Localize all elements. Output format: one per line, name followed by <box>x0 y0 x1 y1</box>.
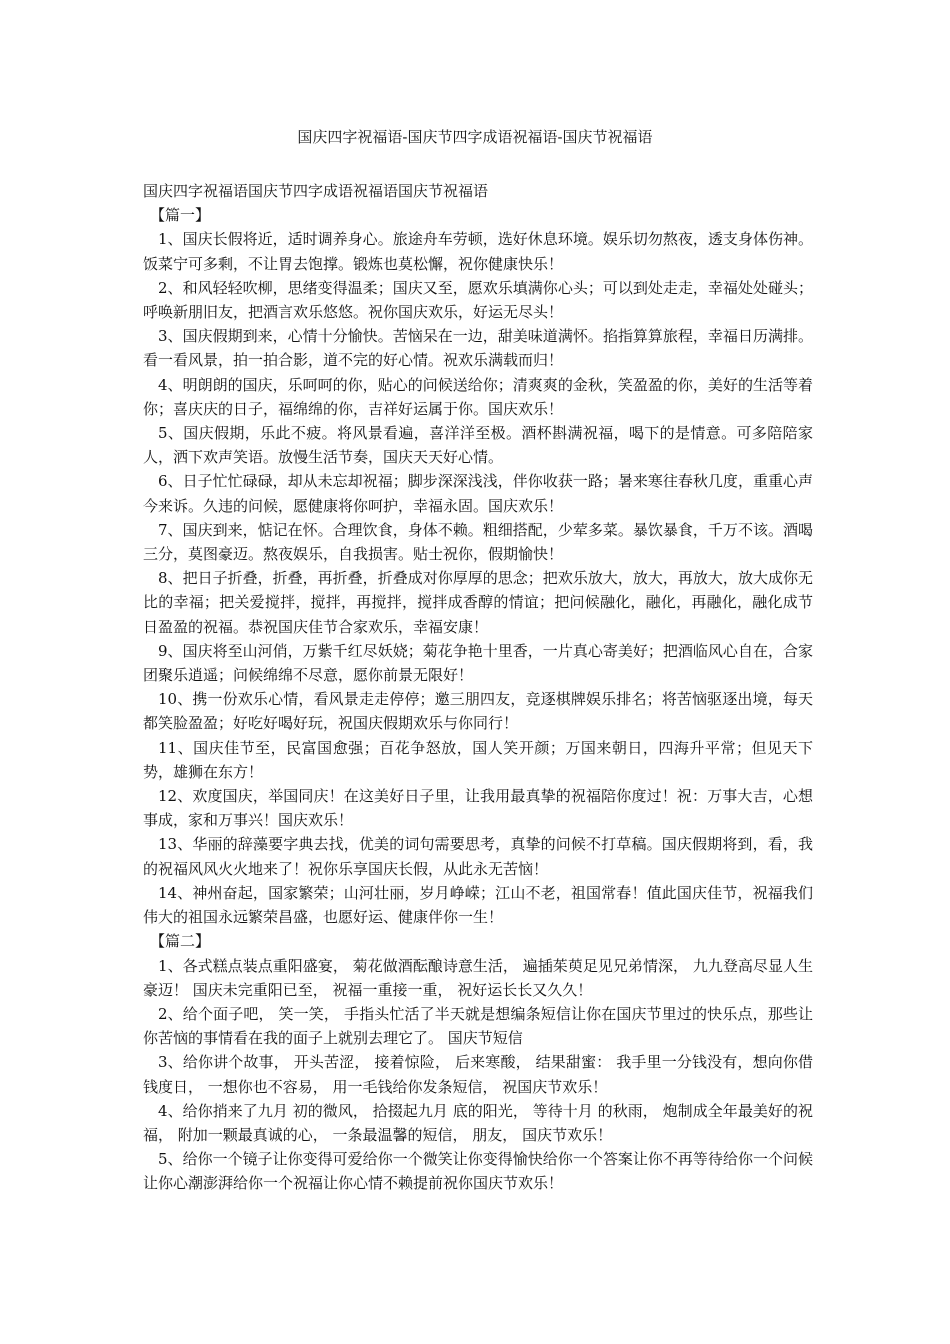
document-title: 国庆四字祝福语-国庆节四字成语祝福语-国庆节祝福语 <box>297 128 653 146</box>
paragraph: 8、把日子折叠，折叠，再折叠，折叠成对你厚厚的思念；把欢乐放大，放大，再放大，放大成你无比的幸福；把关爱搅拌，搅拌，再搅拌，搅拌成香醇的情谊；把问候融化，融化，再融化，融化成节日盈盈的祝福。恭祝国庆佳节合家欢乐，幸福安康！ <box>143 569 813 636</box>
section-1 <box>143 203 813 929</box>
paragraph: 4、给你捎来了九月 初的微风， 拾掇起九月 底的阳光， 等待十月 的秋雨， 炮制成全年最美好的祝福， 附加一颗最真诚的心， 一条最温馨的短信， 朋友， 国庆节欢乐！ <box>143 1101 813 1144</box>
section-heading: 【篇一】 <box>150 206 211 225</box>
paragraph: 1、各式糕点装点重阳盛宴， 菊花做酒酝酿诗意生活， 遍插茱萸足见兄弟情深， 九九登高尽显人生豪迈！ 国庆未完重阳已至， 祝福一重接一重， 祝好运长长又久久！ <box>143 956 813 999</box>
paragraph: 3、给你讲个故事， 开头苦涩， 接着惊险， 后来寒酸， 结果甜蜜： 我手里一分钱没有，想向你借钱度日， 一想你也不容易， 用一毛钱给你发条短信， 祝国庆节欢乐！ <box>143 1053 813 1096</box>
paragraph: 10、携一份欢乐心情，看风景走走停停；邀三朋四友，竞逐棋牌娱乐排名；将苦恼驱逐出境，每天都笑脸盈盈；好吃好喝好玩，祝国庆假期欢乐与你同行！ <box>143 690 813 733</box>
paragraph: 7、国庆到来，惦记在怀。合理饮食，身体不赖。粗细搭配，少荤多菜。暴饮暴食，千万不该。酒喝三分，莫图豪迈。熬夜娱乐，自我损害。贴士祝你，假期愉快！ <box>143 520 813 564</box>
paragraph: 12、欢度国庆，举国同庆！在这美好日子里，让我用最真挚的祝福陪你度过！祝：万事大吉，心想事成，家和万事兴！国庆欢乐！ <box>143 787 813 830</box>
section-2 <box>143 929 813 1195</box>
paragraph: 5、国庆假期，乐此不疲。将风景看遍，喜洋洋至极。酒杯斟满祝福，喝下的是情意。可多陪陪家人，洒下欢声笑语。放慢生活节奏，国庆天天好心情。 <box>143 424 813 467</box>
document-subtitle: 国庆四字祝福语国庆节四字成语祝福语国庆节祝福语 <box>143 182 489 200</box>
paragraph: 1、国庆长假将近，适时调养身心。旅途舟车劳顿，选好休息环境。娱乐切勿熬夜，透支身体伤神。饭菜宁可多剩，不让胃去饱撑。锻炼也莫松懈，祝你健康快乐！ <box>143 230 813 273</box>
paragraph: 3、国庆假期到来，心情十分愉快。苦恼呆在一边，甜美味道满怀。掐指算算旅程，幸福日历满排。看一看风景，拍一拍合影，道不完的好心情。祝欢乐满载而归！ <box>143 327 813 370</box>
document-body <box>143 179 813 1196</box>
paragraph: 2、和风轻轻吹柳，思绪变得温柔；国庆又至，愿欢乐填满你心头；可以到处走走，幸福处处碰头；呼唤新朋旧友，把酒言欢乐悠悠。祝你国庆欢乐，好运无尽头！ <box>143 278 813 322</box>
paragraph: 13、华丽的辞藻要字典去找，优美的词句需要思考，真挚的问候不打草稿。国庆假期将到，看，我的祝福风风火火地来了！祝你乐享国庆长假，从此永无苦恼！ <box>143 835 813 878</box>
paragraph: 9、国庆将至山河俏，万紫千红尽妖娆；菊花争艳十里香，一片真心寄美好；把酒临风心自在，合家团聚乐逍遥；问候绵绵不尽意，愿你前景无限好！ <box>143 641 813 685</box>
section-heading: 【篇二】 <box>150 932 211 951</box>
paragraph: 4、明朗朗的国庆，乐呵呵的你，贴心的问候送给你；清爽爽的金秋，笑盈盈的你，美好的生活等着你；喜庆庆的日子，福绵绵的你，吉祥好运属于你。国庆欢乐！ <box>143 375 813 418</box>
paragraph: 2、给个面子吧， 笑一笑， 手指头忙活了半天就是想编条短信让你在国庆节里过的快乐点，那些让你苦恼的事情看在我的面子上就别去理它了。 国庆节短信 <box>143 1004 813 1048</box>
paragraph: 11、国庆佳节至，民富国愈强；百花争怒放，国人笑开颜；万国来朝日，四海升平常；但见天下势，雄狮在东方！ <box>143 738 813 781</box>
paragraph: 6、日子忙忙碌碌，却从未忘却祝福；脚步深深浅浅，伴你收获一路；暑来寒往春秋几度，重重心声今来诉。久违的问候，愿健康将你呵护，幸福永固。国庆欢乐！ <box>143 472 813 515</box>
paragraph: 14、神州奋起，国家繁荣；山河壮丽，岁月峥嵘；江山不老，祖国常春！值此国庆佳节，祝福我们伟大的祖国永远繁荣昌盛，也愿好运、健康伴你一生！ <box>143 883 813 927</box>
paragraph: 5、给你一个镜子让你变得可爱给你一个微笑让你变得愉快给你一个答案让你不再等待给你一个问候让你心潮澎湃给你一个祝福让你心情不赖提前祝你国庆节欢乐！ <box>143 1150 813 1193</box>
